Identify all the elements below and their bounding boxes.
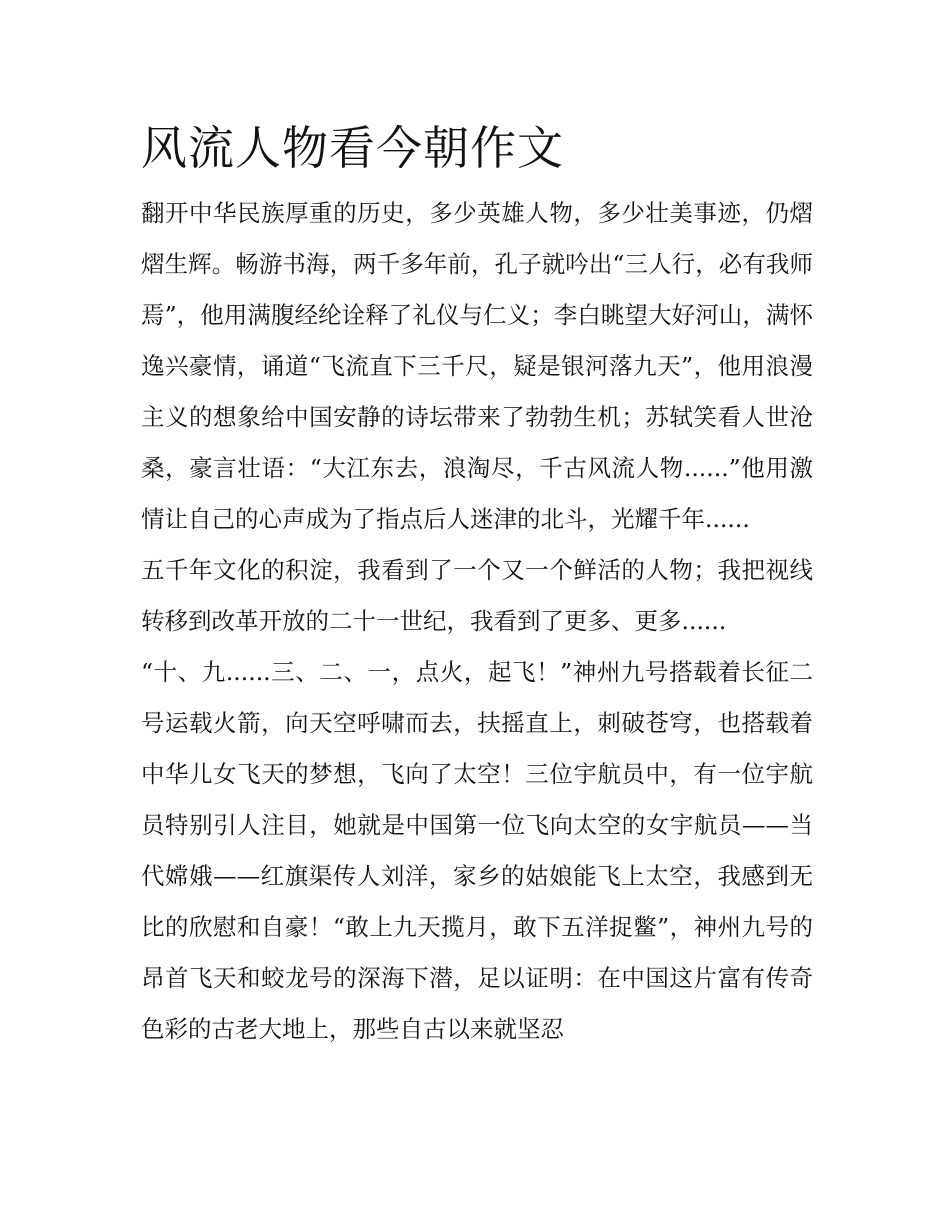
document-body xyxy=(141,118,813,1055)
document-title: 风流人物看今朝作文 xyxy=(141,121,564,175)
paragraph-shenzhou: “十、九......三、二、一，点火，起飞！”神州九号搭载着长征二号运载火箭，向天空呼啸而去，扶摇直上，刺破苍穹，也搭载着中华儿女飞天的梦想，飞向了太空！三位宇航员中，有一位宇航员特别引人注目，她就是中国第一位飞向太空的女宇航员——当代嫦娥——红旗渠传人刘洋，家乡的姑娘能飞上太空，我感到无比的欣慰和自豪！“敢上九天揽月，敢下五洋捉鳖”，神州九号的昂首飞天和蛟龙号的深海下潜，足以证明：在中国这片富有传奇色彩的古老大地上，那些自古以来就坚忍 xyxy=(141,658,813,1043)
paragraph-modern-era: 五千年文化的积淀，我看到了一个又一个鲜活的人物；我把视线转移到改革开放的二十一世纪，我看到了更多、更多...... xyxy=(141,556,813,635)
paragraph-history: 翻开中华民族厚重的历史，多少英雄人物，多少壮美事迹，仍熠熠生辉。畅游书海，两千多年前，孔子就吟出“三人行，必有我师焉”，他用满腹经纶诠释了礼仪与仁义；李白眺望大好河山，满怀逸兴豪情，诵道“飞流直下三千尺，疑是银河落九天”，他用浪漫主义的想象给中国安静的诗坛带来了勃勃生机；苏轼笑看人世沧桑，豪言壮语：“大江东去，浪淘尽，千古风流人物......”他用激情让自己的心声成为了指点后人迷津的北斗，光耀千年...... xyxy=(141,199,813,533)
